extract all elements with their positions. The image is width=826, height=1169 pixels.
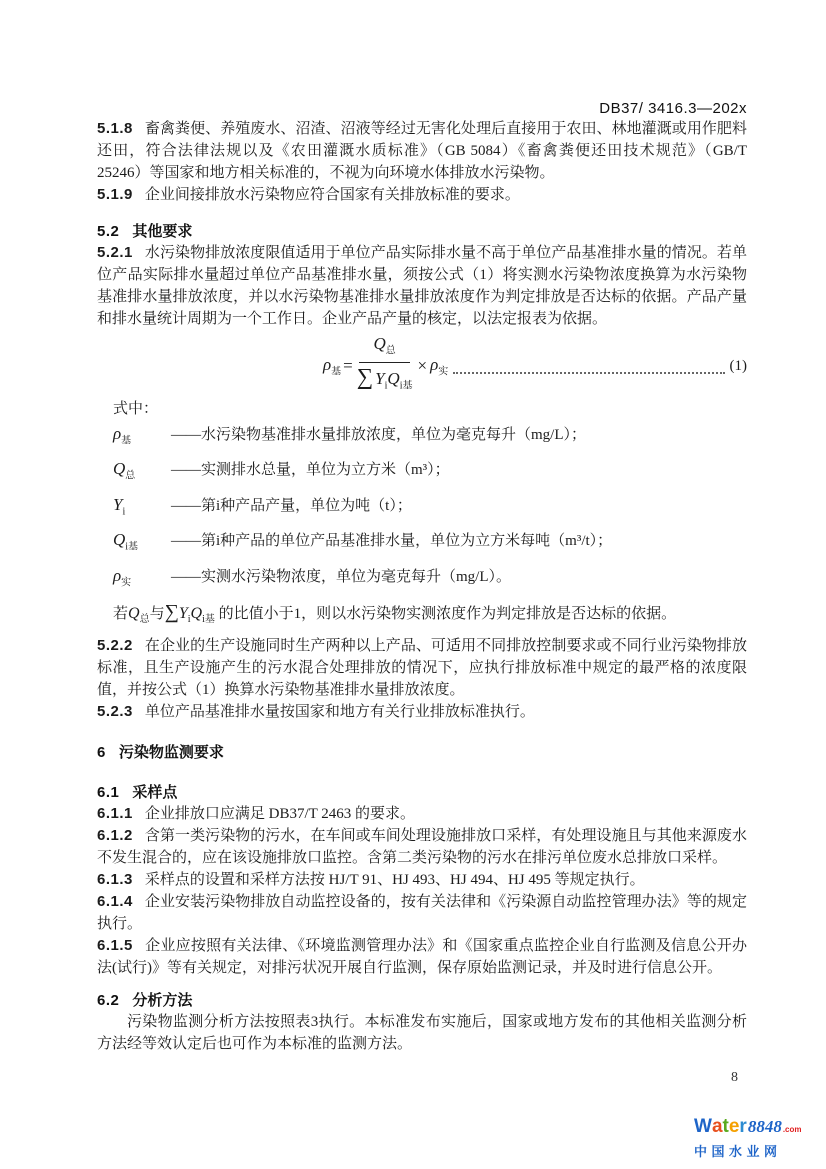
variable-row [113, 420, 747, 455]
clause-5-1-9 [97, 184, 747, 206]
clause-text: 单位产品基准排水量按国家和地方有关行业排放标准执行。 [144, 704, 535, 721]
paragraph-6-2: 污染物监测分析方法按照表3执行。本标准发布实施后，国家或地方发布的其他相关监测分析方法经等效认定后也可作为本标准的监测方法。 [97, 1014, 747, 1053]
logo-number: 8848 [747, 1117, 782, 1136]
clause-6-1-4 [97, 891, 747, 935]
logo-wordmark [694, 1117, 822, 1140]
section-title: 采样点 [132, 784, 178, 802]
clause-text: 企业应按照有关法律、《环境监测管理办法》和《国家重点监控企业自行监测及信息公开办法(试行)》等有关规定，对排污状况开展自行监测，保存原始监测记录，并及时进行信息公开。 [97, 938, 747, 977]
clause-number: 5.2.2 [97, 637, 133, 655]
water8848-logo [694, 1117, 822, 1160]
clause-number: 5.1.8 [97, 120, 133, 137]
variable-symbol: $Q_总$ [113, 459, 136, 482]
clause-number: 5.2.3 [97, 703, 133, 721]
logo-letter-e: e [728, 1116, 740, 1137]
times-sign: × [417, 356, 428, 375]
section-number: 5.2 [97, 223, 120, 240]
clause-5-2-2 [97, 635, 747, 701]
ratio-note: 若$Q_总$与$\sum Y_iQ_{i基}$ 的比值小于1，则以水污染物实测浓度作为判定排放是否达标的依据。 [113, 600, 677, 626]
section-title: 分析方法 [132, 992, 193, 1010]
clause-number: 6.1.2 [97, 827, 133, 845]
section-number: 6.1 [97, 784, 120, 802]
section-number: 6 [97, 744, 106, 762]
clause-text: 含第一类污染物的污水，在车间或车间处理设施排放口采样，有处理设施且与其他来源废水不发生混合的，应在该设施排放口监控。含第二类污染物的污水在排污单位废水总排放口采样。 [97, 828, 747, 867]
fraction-numerator: $Q_总$ [359, 334, 409, 363]
variable-description: ——实测水污染物浓度，单位为毫克每升（mg/L）。 [171, 568, 511, 585]
clause-number: 6.1.3 [97, 871, 133, 889]
variable-symbol: $Q_{i基}$ [113, 530, 139, 553]
logo-letter-w: W [694, 1116, 712, 1137]
clause-number: 6.1.5 [97, 937, 133, 955]
variable-description: ——第i种产品产量，单位为吨（t）； [171, 497, 412, 514]
clause-text: 采样点的设置和采样方法按 HJ/T 91、HJ 493、HJ 494、HJ 495 等规定执行。 [144, 872, 645, 889]
variable-symbol: $\rho_实$ [113, 565, 132, 588]
clause-text: 企业排放口应满足 DB37/T 2463 的要求。 [144, 806, 416, 823]
logo-letter-t: t [722, 1116, 729, 1137]
logo-subtitle: 中国水业网 [694, 1144, 782, 1159]
variable-row [113, 455, 747, 490]
variable-symbol: $Y_i$ [113, 494, 126, 518]
clause-number: 5.2.1 [97, 244, 133, 261]
logo-letter-a: a [711, 1116, 723, 1137]
section-number: 6.2 [97, 992, 120, 1010]
formula-rhs: $\rho_实$ [430, 354, 449, 378]
fraction [357, 334, 413, 399]
clause-number: 5.1.9 [97, 186, 133, 203]
section-heading-6-1 [97, 783, 747, 803]
variable-description: ——实测排水总量，单位为立方米（m³）； [171, 462, 450, 479]
equals-sign: = [343, 356, 353, 375]
logo-tld: .com [782, 1125, 802, 1134]
fraction-denominator: ∑ $Y_iQ_{i基}$ [356, 364, 413, 392]
clause-text: 水污染物排放浓度限值适用于单位产品实际排水量不高于单位产品基准排水量的情况。若单位产品实际排水量超过单位产品基准排水量，须按公式（1）将实测水污染物浓度换算为水污染物基准排水量排放浓度，并以水污染物基准排水量排放浓度作为判定排放是否达标的依据。产品产量和排水量统计周期为一个工作日。企业产品产量的核定，以法定报表为依据。 [97, 245, 747, 327]
clause-6-1-2 [97, 825, 747, 869]
variable-symbol: $\rho_基$ [113, 424, 132, 447]
variable-row [113, 562, 747, 597]
formula-1 [97, 333, 747, 392]
clause-5-2-1 [97, 242, 747, 330]
clause-number: 6.1.1 [97, 805, 133, 823]
dotted-leader [453, 372, 724, 374]
formula-number: (1) [729, 357, 747, 374]
clause-5-1-8 [97, 118, 747, 184]
variable-row [113, 491, 747, 526]
formula-expression [323, 334, 448, 399]
section-heading-5-2 [97, 222, 747, 242]
clause-6-1-3 [97, 869, 747, 891]
formula-lhs: $\rho_基$ [323, 354, 342, 378]
clause-6-1-5 [97, 935, 747, 979]
clause-text: 企业安装污染物排放自动监控设备的，按有关法律和《污染源自动监控管理办法》等的规定执行。 [97, 894, 747, 933]
variable-description: ——水污染物基准排水量排放浓度，单位为毫克每升（mg/L）； [171, 427, 587, 443]
where-label: 式中： [113, 401, 159, 417]
clause-number: 6.1.4 [97, 893, 133, 911]
page-content [97, 100, 747, 1055]
variable-description: ——第i种产品的单位产品基准排水量，单位为立方米每吨（m³/t）； [171, 533, 613, 550]
section-title: 污染物监测要求 [118, 744, 224, 762]
section-heading-6-2 [97, 991, 747, 1011]
clause-6-1-1 [97, 803, 747, 825]
q-total-symbol: $Q_总$ [128, 604, 150, 626]
section-title: 其他要求 [132, 223, 193, 240]
section-heading-6 [97, 743, 747, 763]
logo-letter-r: r [739, 1116, 747, 1137]
clause-5-2-3 [97, 701, 747, 723]
sum-symbol: ∑ [356, 364, 374, 389]
clause-text: 企业间接排放水污染物应符合国家有关排放标准的要求。 [144, 187, 520, 203]
clause-text: 畜禽粪便、养殖废水、沼渣、沼液等经过无害化处理后直接用于农田、林地灌溉或用作肥料还田，符合法律法规以及《农田灌溉水质标准》（GB 5084）《畜禽粪便还田技术规范》（GB/T 25246）等国家和地方相关标准的，不视为向环境水体排放水污染物。 [97, 121, 747, 181]
doc-number-header: DB37/ 3416.3—202x [599, 100, 747, 117]
clause-text: 在企业的生产设施同时生产两种以上产品、可适用不同排放控制要求或不同行业污染物排放标准，且生产设施产生的污水混合处理排放的情况下，应执行排放标准中规定的最严格的浓度限值，并按公式（1）换算水污染物基准排水量排放浓度。 [97, 638, 747, 699]
sum-expression: $\sum Y_iQ_{i基}$ [164, 600, 215, 626]
sum-symbol: ∑ [164, 600, 179, 623]
variable-row [113, 526, 747, 561]
page-number: 8 [731, 1070, 738, 1085]
